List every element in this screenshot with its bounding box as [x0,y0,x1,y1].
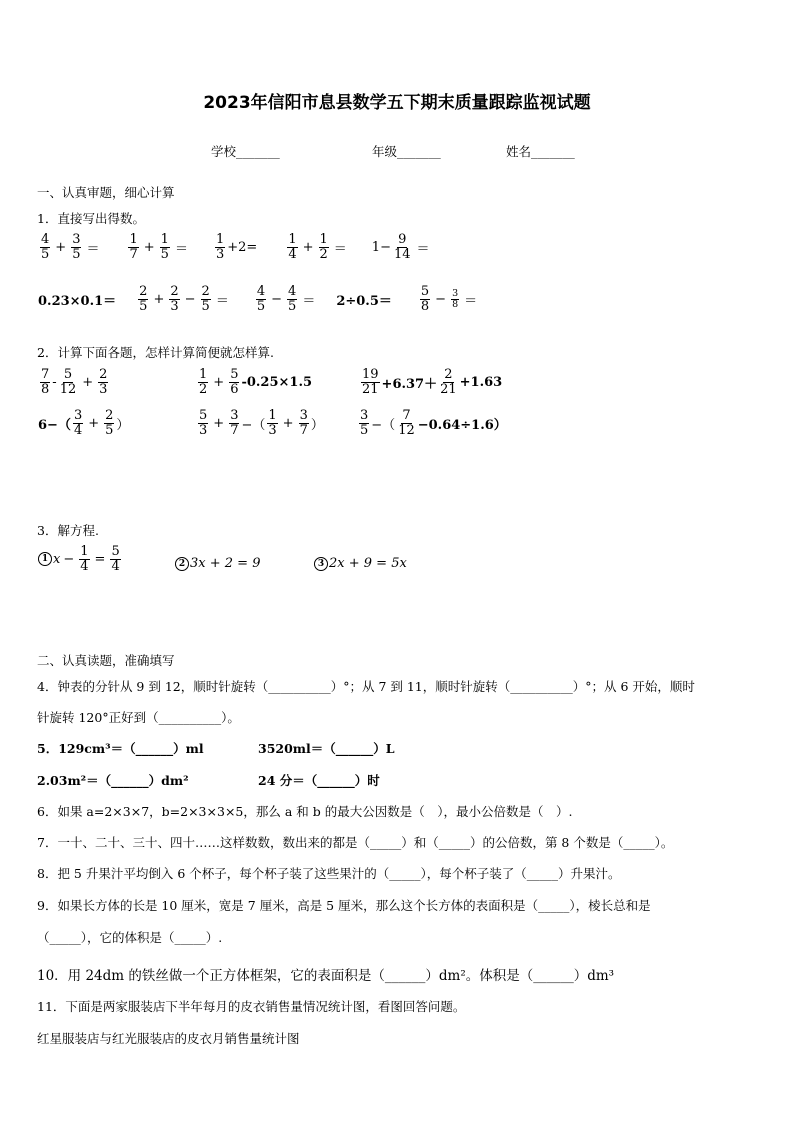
q2-f: $\frac{3}{5}$ −（ $\frac{7}{12}$ −0.64÷1.6） [360,408,507,438]
section-2-heading: 二、认真读题，准确填写 [37,653,175,668]
grade-field[interactable]: 年级_______ [372,144,441,159]
q9-line1: 9．如果长方体的长是 10 厘米，宽是 7 厘米，高是 5 厘米，那么这个长方体的表面积是（_____），棱长总和是 [37,898,651,913]
q5-d: 24 分＝（______）时 [258,773,380,788]
q5-b: 3520ml＝（______）L [258,741,395,756]
q3-eq1: 1 x − $\frac{1}{4}$ = $\frac{5}{4}$ [38,545,123,573]
q5-c: 2.03m²＝（______）dm² [37,773,189,788]
q1-row2: 0.23×0.1＝ $\frac{2}{5}$ + $\frac{2}{3}$ − $\frac{2}{5}$ ＝ $\frac{4}{5}$ − $\frac{4}{5}$ ＝ 2÷0.5＝ $\frac{5}{8}$ − $\frac{3}{8}$ ＝ [38,284,478,314]
q4-line2: 针旋转 120°正好到（__________）。 [37,710,240,725]
q5-a: 5．129cm³＝（______）ml [37,741,204,756]
name-field[interactable]: 姓名_______ [506,144,575,159]
section-1-heading: 一、认真审题，细心计算 [37,185,175,200]
q7: 7．一十、二十、三十、四十……这样数数，数出来的都是（_____）和（_____）的公倍数，第 8 个数是（_____）。 [37,835,674,850]
chart-caption: 红星服装店与红光服装店的皮衣月销售量统计图 [37,1031,300,1046]
q8: 8．把 5 升果汁平均倒入 6 个杯子，每个杯子装了这些果汁的（_____），每个杯子装了（_____）升果汁。 [37,866,621,881]
q2-c: $\frac{19}{21}$ +6.37＋ $\frac{2}{21}$ +1.63 [362,367,503,397]
q2-a: $\frac{7}{8}$ - $\frac{5}{12}$ + $\frac{2}{3}$ [41,367,108,397]
q10: 10．用 24dm 的铁丝做一个正方体框架，它的表面积是（______）dm²。体积是（______）dm³ [37,968,615,984]
q9-line2: （_____），它的体积是（_____）. [37,930,223,945]
q2-e: $\frac{5}{3}$ + $\frac{3}{7}$ −（ $\frac{1}{3}$ + $\frac{3}{7}$ ） [199,408,324,438]
q11: 11．下面是两家服装店下半年每月的皮衣销售量情况统计图，看图回答问题。 [37,999,466,1014]
q3-label: 3．解方程. [37,523,99,538]
school-field[interactable]: 学校_______ [211,144,280,159]
page-title: 2023年信阳市息县数学五下期末质量跟踪监视试题 [203,93,591,113]
q4-line1: 4．钟表的分针从 9 到 12，顺时针旋转（__________）°；从 7 到 11，顺时针旋转（__________）°；从 6 开始，顺时 [37,679,695,694]
q2-d: 6−（ $\frac{3}{4}$ + $\frac{2}{5}$ ） [38,408,130,438]
q3-eq2: 2 3x + 2 = 9 [175,556,260,571]
q2-label: 2．计算下面各题，怎样计算简便就怎样算. [37,345,274,360]
q2-b: $\frac{1}{2}$ + $\frac{5}{6}$ -0.25×1.5 [199,367,313,397]
q3-eq3: 3 2x + 9 = 5x [314,556,407,571]
q1-label: 1．直接写出得数。 [37,211,145,226]
q1-row1: $\frac{4}{5}$ + $\frac{3}{5}$ ＝ $\frac{1}{7}$ + $\frac{1}{5}$ ＝ $\frac{1}{3}$ +2= $\frac{1}{4}$ + $\frac{1}{2}$ ＝ 1− $\frac{9}{14}$ ＝ [41,232,430,262]
q6: 6．如果 a=2×3×7，b=2×3×3×5，那么 a 和 b 的最大公因数是（ ），最小公倍数是（ ）. [37,804,573,819]
